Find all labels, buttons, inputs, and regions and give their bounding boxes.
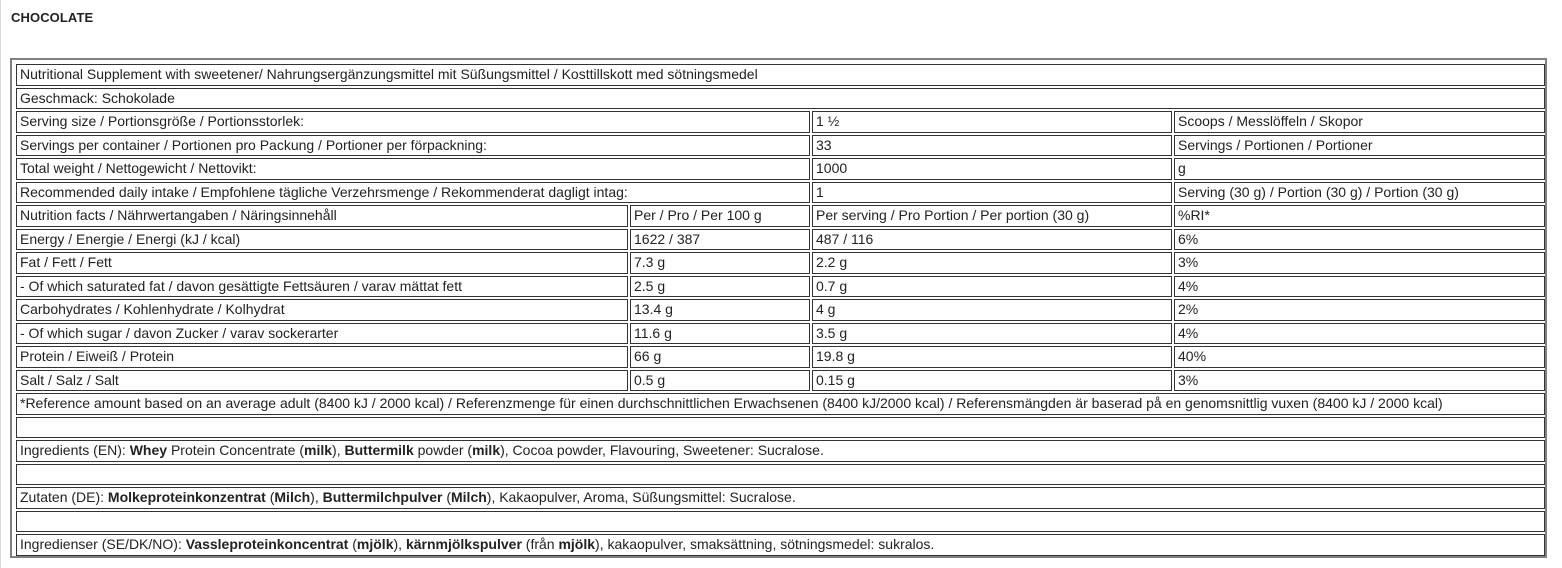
spacer-row [16, 511, 1545, 533]
ingredient-text: ), [310, 489, 323, 506]
nutrient-ri: 4% [1174, 276, 1545, 298]
ingredient-text: ), Kakaopulver, Aroma, Süßungsmittel: Sucralose. [486, 489, 796, 506]
nutrient-per-serving: 2.2 g [812, 252, 1172, 274]
ingredients-se-row [16, 534, 1545, 556]
info-unit: Serving (30 g) / Portion (30 g) / Portion (30 g) [1174, 182, 1545, 204]
nutrient-per100: 7.3 g [630, 252, 810, 274]
page-left-border [0, 0, 1, 568]
allergen-text: milk [472, 442, 501, 459]
allergen-text: mjölk [558, 536, 596, 553]
ingredients-en-prefix: Ingredients (EN): [20, 442, 130, 459]
allergen-text: Milch [451, 489, 487, 506]
ingredient-text: powder ( [413, 442, 473, 459]
reference-note: *Reference amount based on an average adult (8400 kJ / 2000 kcal) / Referenzmenge für einen durchschnittlichen Erwachsenen (8400 kJ/2000 kcal) / Referensmängden är baserad på en genomsnittlig vuxen (8400 kJ / 2000 kcal) [16, 393, 1545, 415]
allergen-text: Milch [274, 489, 311, 506]
nutrition-row-carbohydrates [16, 299, 1545, 321]
info-label: Recommended daily intake / Empfohlene tägliche Verzehrsmenge / Rekommenderat dagligt intag: [16, 182, 810, 204]
nutrient-per100: 2.5 g [630, 276, 810, 298]
info-value: 1 ½ [812, 111, 1172, 133]
nutrient-ri: 3% [1174, 370, 1545, 392]
allergen-text: kärnmjölkspulver [405, 536, 522, 553]
nutrient-name: - Of which saturated fat / davon gesättigte Fettsäuren / varav mättat fett [16, 276, 628, 298]
nutrient-per-serving: 3.5 g [812, 323, 1172, 345]
ingredient-text: ), [393, 536, 406, 553]
ingredients-en [16, 440, 1545, 462]
nutrient-per100: 13.4 g [630, 299, 810, 321]
nutrient-per-serving: 0.15 g [812, 370, 1172, 392]
empty-cell [16, 464, 1545, 486]
reference-note-row [16, 393, 1545, 415]
nutrient-name: Fat / Fett / Fett [16, 252, 628, 274]
flavour-label: Geschmack: Schokolade [16, 88, 1545, 110]
nutrition-row-fat [16, 252, 1545, 274]
allergen-text: Buttermilk [344, 442, 414, 459]
nutrition-header-per-serving: Per serving / Pro Portion / Per portion (30 g) [812, 205, 1172, 227]
spacer-row [16, 417, 1545, 439]
nutrient-name: Energy / Energie / Energi (kJ / kcal) [16, 229, 628, 251]
product-description-row [16, 64, 1545, 86]
info-unit: Scoops / Messlöffeln / Skopor [1174, 111, 1545, 133]
page-title: CHOCOLATE [11, 10, 94, 25]
nutrition-row-saturated-fat [16, 276, 1545, 298]
nutrient-per-serving: 4 g [812, 299, 1172, 321]
nutrient-name: Salt / Salz / Salt [16, 370, 628, 392]
empty-cell [16, 417, 1545, 439]
ingredients-se-prefix: Ingredienser (SE/DK/NO): [20, 536, 186, 553]
nutrition-header-per100: Per / Pro / Per 100 g [630, 205, 810, 227]
ingredient-text: ), Cocoa powder, Flavouring, Sweetener: Sucralose. [500, 442, 824, 459]
allergen-text: Molkeproteinkonzentrat [107, 489, 266, 506]
ingredient-text: ( [442, 489, 451, 506]
info-label: Servings per container / Portionen pro Packung / Portioner per förpackning: [16, 135, 810, 157]
flavour-row [16, 88, 1545, 110]
info-row-daily-intake [16, 182, 1545, 204]
info-row-servings-per-container [16, 135, 1545, 157]
nutrient-per-serving: 487 / 116 [812, 229, 1172, 251]
nutrient-ri: 3% [1174, 252, 1545, 274]
info-label: Total weight / Nettogewicht / Nettovikt: [16, 158, 810, 180]
ingredients-de-prefix: Zutaten (DE): [20, 489, 108, 506]
nutrient-ri: 4% [1174, 323, 1545, 345]
nutrition-table [14, 62, 1547, 558]
nutrient-per100: 11.6 g [630, 323, 810, 345]
nutrition-table-frame [10, 58, 1547, 558]
nutrient-per100: 66 g [630, 346, 810, 368]
info-row-serving-size [16, 111, 1545, 133]
nutrient-per-serving: 0.7 g [812, 276, 1172, 298]
ingredients-de [16, 487, 1545, 509]
allergen-text: Buttermilchpulver [322, 489, 443, 506]
ingredient-text: ( [348, 536, 357, 553]
empty-cell [16, 511, 1545, 533]
ingredient-text: ), [332, 442, 345, 459]
allergen-text: milk [304, 442, 333, 459]
ingredients-en-row [16, 440, 1545, 462]
nutrition-row-sugar [16, 323, 1545, 345]
spacer-row [16, 464, 1545, 486]
nutrition-header-name: Nutrition facts / Nährwertangaben / Näringsinnehåll [16, 205, 628, 227]
ingredient-text: ( [265, 489, 275, 506]
nutrition-header-row [16, 205, 1545, 227]
nutrient-name: Carbohydrates / Kohlenhydrate / Kolhydrat [16, 299, 628, 321]
nutrient-ri: 6% [1174, 229, 1545, 251]
info-unit: g [1174, 158, 1545, 180]
info-unit: Servings / Portionen / Portioner [1174, 135, 1545, 157]
nutrition-row-protein [16, 346, 1545, 368]
info-value: 33 [812, 135, 1172, 157]
info-label: Serving size / Portionsgröße / Portionsstorlek: [16, 111, 810, 133]
ingredient-text: Protein Concentrate ( [167, 442, 305, 459]
ingredients-se [16, 534, 1545, 556]
ingredients-de-row [16, 487, 1545, 509]
product-description: Nutritional Supplement with sweetener/ Nahrungsergänzungsmittel mit Süßungsmittel / Kosttillskott med sötningsmedel [16, 64, 1545, 86]
nutrient-per100: 0.5 g [630, 370, 810, 392]
nutrition-row-energy [16, 229, 1545, 251]
nutrient-ri: 2% [1174, 299, 1545, 321]
nutrient-name: - Of which sugar / davon Zucker / varav sockerarter [16, 323, 628, 345]
info-row-total-weight [16, 158, 1545, 180]
info-value: 1000 [812, 158, 1172, 180]
nutrition-header-ri: %RI* [1174, 205, 1545, 227]
ingredient-text: (från [521, 536, 559, 553]
info-value: 1 [812, 182, 1172, 204]
nutrient-name: Protein / Eiweiß / Protein [16, 346, 628, 368]
nutrient-per100: 1622 / 387 [630, 229, 810, 251]
nutrient-per-serving: 19.8 g [812, 346, 1172, 368]
allergen-text: Whey [129, 442, 168, 459]
nutrition-row-salt [16, 370, 1545, 392]
nutrient-ri: 40% [1174, 346, 1545, 368]
allergen-text: mjölk [356, 536, 394, 553]
allergen-text: Vassleproteinkoncentrat [185, 536, 349, 553]
ingredient-text: ), kakaopulver, smaksättning, sötningsmedel: sukralos. [595, 536, 935, 553]
